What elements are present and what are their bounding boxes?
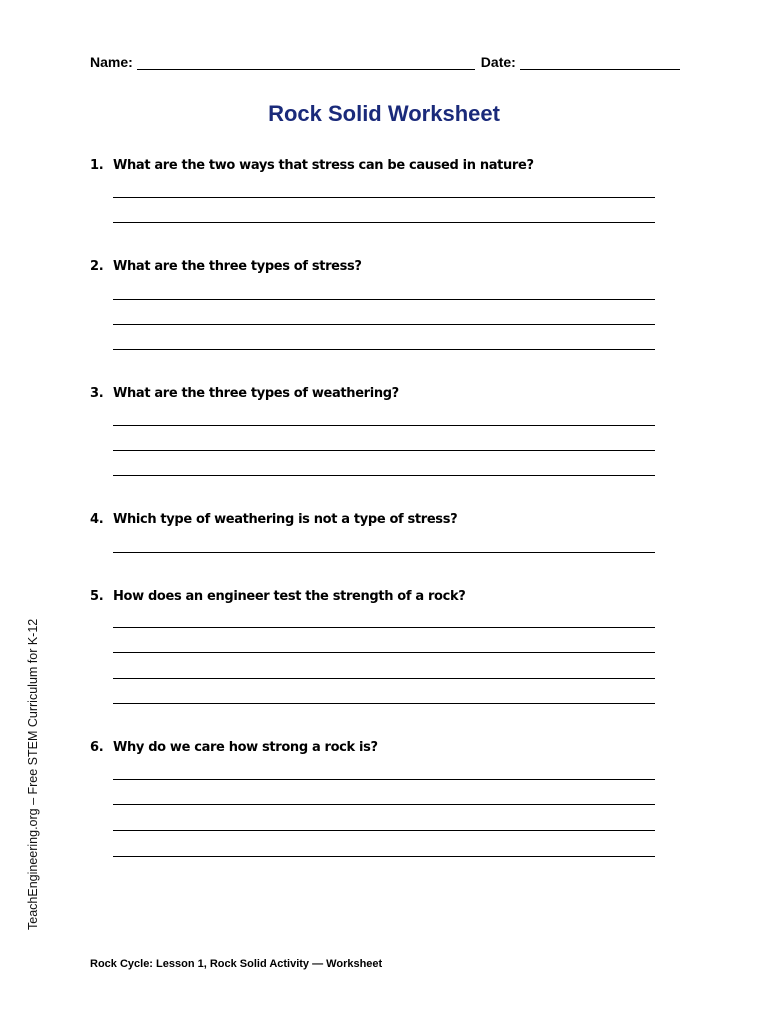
answer-line[interactable] bbox=[113, 475, 655, 476]
question-number: 5. bbox=[90, 589, 104, 604]
answer-line[interactable] bbox=[113, 856, 655, 857]
question-text: Why do we care how strong a rock is? bbox=[113, 740, 378, 755]
date-field[interactable] bbox=[520, 55, 680, 70]
question-text: How does an engineer test the strength of a rock? bbox=[113, 589, 466, 604]
question-text: What are the two ways that stress can be caused in nature? bbox=[113, 158, 534, 173]
answer-line[interactable] bbox=[113, 324, 655, 325]
question-5 bbox=[90, 589, 660, 605]
answer-line[interactable] bbox=[113, 652, 655, 653]
question-1 bbox=[90, 158, 660, 174]
answer-line[interactable] bbox=[113, 197, 655, 198]
name-field[interactable] bbox=[137, 55, 475, 70]
answer-line[interactable] bbox=[113, 703, 655, 704]
answer-line[interactable] bbox=[113, 627, 655, 628]
answer-line[interactable] bbox=[113, 678, 655, 679]
answer-line[interactable] bbox=[113, 552, 655, 553]
question-number: 1. bbox=[90, 158, 104, 173]
answer-line[interactable] bbox=[113, 450, 655, 451]
answer-line[interactable] bbox=[113, 779, 655, 780]
footer: Rock Cycle: Lesson 1, Rock Solid Activity — Worksheet bbox=[90, 958, 383, 970]
question-3 bbox=[90, 386, 660, 402]
date-label: Date: bbox=[480, 54, 516, 70]
question-number: 4. bbox=[90, 512, 104, 527]
answer-line[interactable] bbox=[113, 425, 655, 426]
question-number: 3. bbox=[90, 386, 104, 401]
question-number: 2. bbox=[90, 259, 104, 274]
question-4 bbox=[90, 512, 660, 528]
name-label: Name: bbox=[90, 54, 133, 70]
answer-line[interactable] bbox=[113, 222, 655, 223]
question-text: What are the three types of stress? bbox=[113, 259, 362, 274]
worksheet-title: Rock Solid Worksheet bbox=[268, 101, 500, 126]
answer-line[interactable] bbox=[113, 349, 655, 350]
question-text: Which type of weathering is not a type of stress? bbox=[113, 512, 458, 527]
question-text: What are the three types of weathering? bbox=[113, 386, 399, 401]
header-row bbox=[90, 50, 680, 70]
answer-line[interactable] bbox=[113, 804, 655, 805]
answer-line[interactable] bbox=[113, 299, 655, 300]
question-6 bbox=[90, 740, 660, 756]
sidebar-credit: TeachEngineering.org – Free STEM Curriculum for K-12 bbox=[26, 618, 40, 930]
question-2 bbox=[90, 259, 660, 275]
question-number: 6. bbox=[90, 740, 104, 755]
answer-line[interactable] bbox=[113, 830, 655, 831]
